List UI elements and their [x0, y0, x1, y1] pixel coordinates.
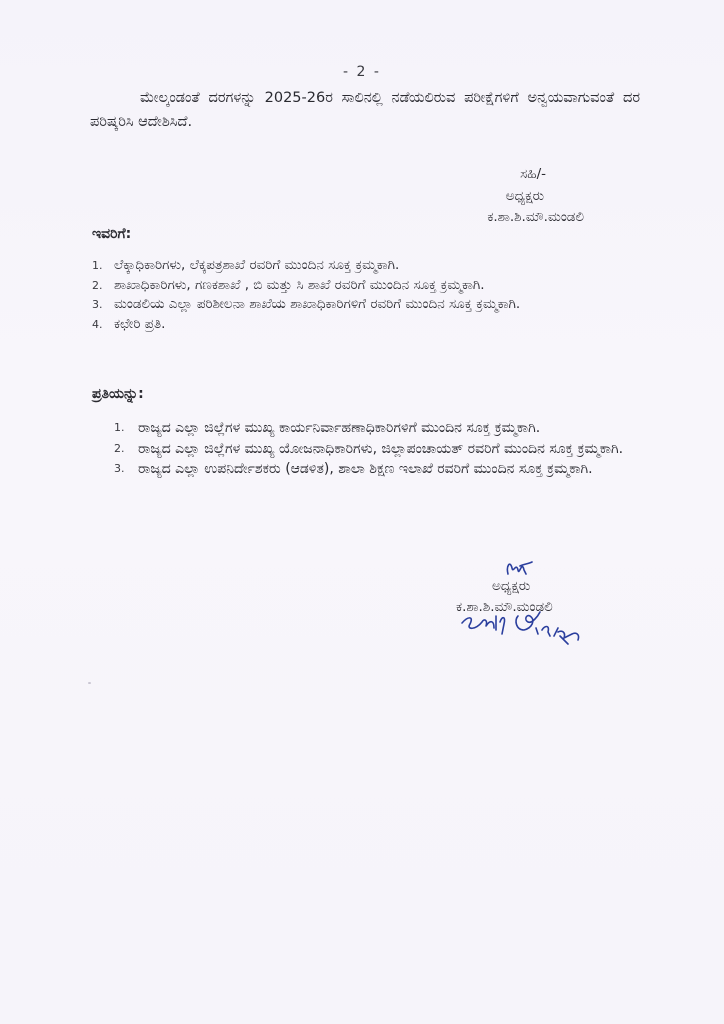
list-item [114, 459, 640, 480]
list-number: 2. [114, 441, 125, 455]
list-text: ಮಂಡಲಿಯ ಎಲ್ಲಾ ಪರಿಶೀಲನಾ ಶಾಖೆಯ ಶಾಖಾಧಿಕಾರಿಗಳಿಗೆ ರವರಿಗೆ ಮುಂದಿನ ಸೂಕ್ತ ಕ್ರಮ್ಮಕಾಗಿ. [114, 296, 521, 312]
paper-speck [88, 682, 91, 684]
signatory-board: ಕ.ಶಾ.ಶಿ.ಮೌ.ಮಂಡಲಿ [456, 599, 553, 615]
list-text: ರಾಜ್ಯದ ಎಲ್ಲಾ ಜಿಲ್ಲೆಗಳ ಮುಖ್ಯ ಯೋಜನಾಧಿಕಾರಿಗಳು, ಜಿಲ್ಲಾಪಂಚಾಯತ್ ರವರಿಗೆ ಮುಂದಿನ ಸೂಕ್ತ ಕ್ರಮ್ಮಕಾಗಿ. [138, 440, 624, 457]
list-item [92, 256, 642, 276]
list-text: ಶಾಖಾಧಿಕಾರಿಗಳು, ಗಣಕಶಾಖೆ , ಬಿ ಮತ್ತು ಸಿ ಶಾಖೆ ರವರಿಗೆ ಮುಂದಿನ ಸೂಕ್ತ ಕ್ರಮ್ಮಕಾಗಿ. [114, 276, 485, 293]
list-number: 4. [92, 317, 103, 331]
recipients-heading: ಇವರಿಗೆ: [92, 226, 132, 242]
page-number: - 2 - [343, 64, 381, 80]
signed-mark: ಸಹಿ/- [520, 166, 546, 182]
signatory-title: ಅಧ್ಯಕ್ಷರು [505, 187, 544, 204]
list-item [92, 315, 642, 335]
list-text: ಕಛೇರಿ ಪ್ರತಿ. [114, 315, 166, 332]
list-item [114, 439, 640, 460]
list-number: 1. [114, 421, 125, 434]
list-text: ಲೆಕ್ಕಾಧಿಕಾರಿಗಳು, ಲೆಕ್ಕಪತ್ರಶಾಖೆ ರವರಿಗೆ ಮುಂದಿನ ಸೂಕ್ತ ಕ್ರಮ್ಮಕಾಗಿ. [114, 257, 400, 273]
signatory-board: ಕ.ಶಾ.ಶಿ.ಮೌ.ಮಂಡಲಿ [487, 209, 584, 225]
list-number: 2. [92, 278, 103, 292]
list-number: 3. [114, 462, 125, 475]
list-item [114, 418, 640, 439]
list-number: 3. [92, 298, 103, 311]
signature-block-handwritten [440, 550, 610, 660]
signature-block-typed [384, 164, 584, 229]
signatory-title: ಅಧ್ಯಕ್ಷರು [492, 578, 531, 594]
list-text: ರಾಜ್ಯದ ಎಲ್ಲಾ ಉಪನಿರ್ದೇಶಕರು (ಆಡಳಿತ), ಶಾಲಾ ಶಿಕ್ಷಣ ಇಲಾಖೆ ರವರಿಗೆ ಮುಂದಿನ ಸೂಕ್ತ ಕ್ರಮ್ಮಕಾಗಿ. [138, 461, 593, 477]
list-item [92, 295, 642, 315]
copies-list [114, 418, 640, 480]
order-paragraph: ಮೇಲ್ಕಂಡಂತೆ ದರಗಳನ್ನು 2025-26ರ ಸಾಲಿನಲ್ಲಿ ನಡೆಯಲಿರುವ ಪರೀಕ್ಷೆಗಳಿಗೆ ಅನ್ವಯವಾಗುವಂತೆ ದರ ಪರಿಷ್ಕರಿಸಿ ಆದೇಶಿಸಿದೆ. [90, 90, 640, 130]
recipients-list [92, 256, 642, 334]
list-number: 1. [92, 259, 103, 272]
list-text: ರಾಜ್ಯದ ಎಲ್ಲಾ ಜಿಲ್ಲೆಗಳ ಮುಖ್ಯ ಕಾರ್ಯನಿರ್ವಾಹಣಾಧಿಕಾರಿಗಳಿಗೆ ಮುಂದಿನ ಸೂಕ್ತ ಕ್ರಮ್ಮಕಾಗಿ. [138, 420, 541, 436]
list-item [92, 276, 642, 296]
copies-heading: ಪ್ರತಿಯನ್ನು: [92, 386, 144, 402]
